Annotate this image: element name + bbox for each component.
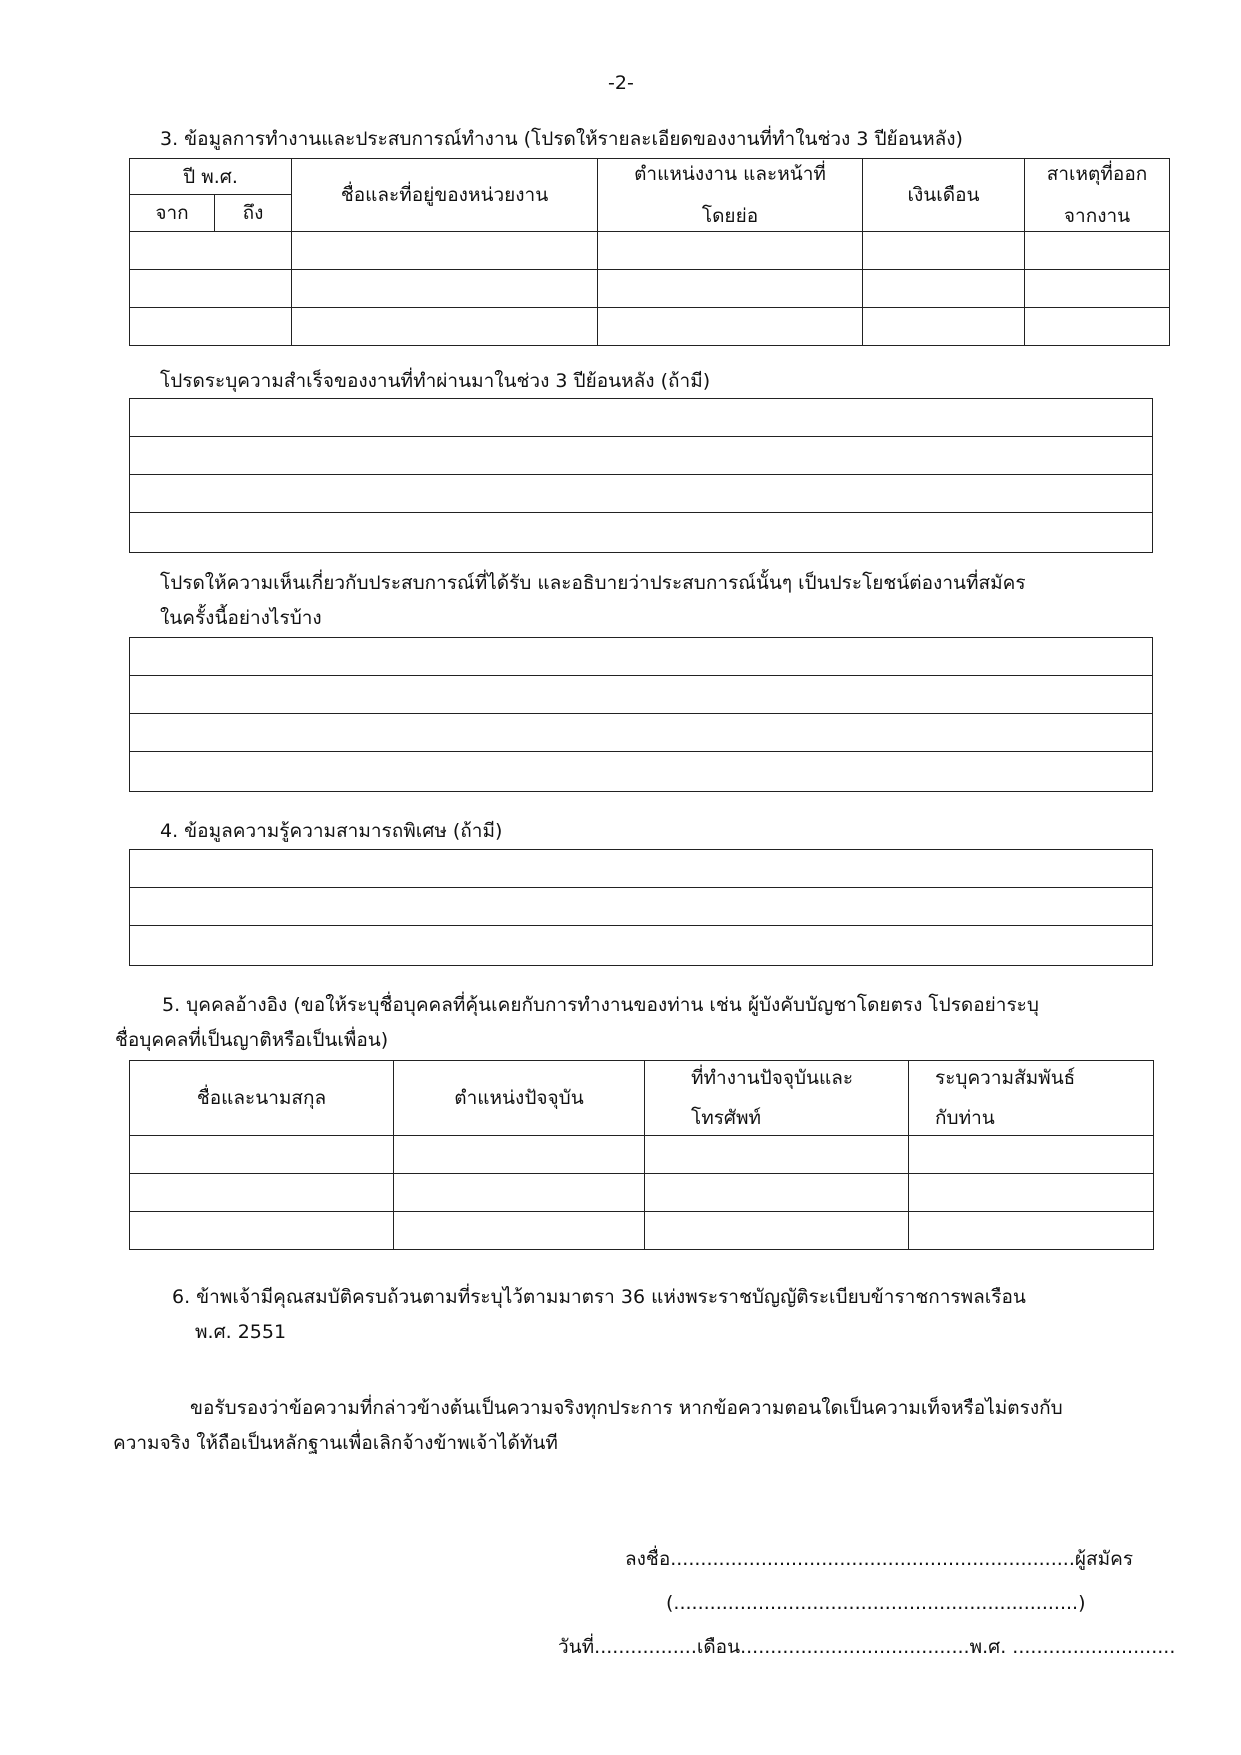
relation-header: ระบุความสัมพันธ์ กับท่าน	[909, 1061, 1154, 1136]
skills-box	[129, 849, 1153, 966]
achievement-line[interactable]	[130, 437, 1152, 475]
salary-cell[interactable]	[863, 232, 1025, 270]
achievement-line[interactable]	[130, 475, 1152, 513]
year-cell[interactable]	[130, 308, 292, 346]
ref-workplace-cell[interactable]	[645, 1136, 909, 1174]
ref-relation-cell[interactable]	[909, 1174, 1154, 1212]
ref-relation-cell[interactable]	[909, 1136, 1154, 1174]
year-cell[interactable]	[130, 270, 292, 308]
achievement-line[interactable]	[130, 399, 1152, 437]
workplace-header: ที่ทำงานปัจจุบันและ โทรศัพท์	[645, 1061, 909, 1136]
to-header: ถึง	[215, 195, 292, 232]
achievement-box	[129, 398, 1153, 553]
reference-table	[129, 1060, 1154, 1250]
ref-name-cell[interactable]	[130, 1212, 394, 1250]
opinion-line[interactable]	[130, 752, 1152, 790]
year-cell[interactable]	[130, 232, 292, 270]
ref-name-cell[interactable]	[130, 1174, 394, 1212]
table-row	[130, 1136, 1154, 1174]
org-cell[interactable]	[292, 270, 598, 308]
position-cell[interactable]	[598, 270, 863, 308]
table-row	[130, 1174, 1154, 1212]
ref-position-cell[interactable]	[394, 1174, 645, 1212]
from-header: จาก	[130, 195, 215, 232]
section3-heading: 3. ข้อมูลการทำงานและประสบการณ์ทำงาน (โปรดให้รายละเอียดของงานที่ทำในช่วง 3 ปีย้อนหลัง)	[160, 128, 963, 150]
certification-line1: ขอรับรองว่าข้อความที่กล่าวข้างต้นเป็นความจริงทุกประการ หากข้อความตอนใดเป็นความเท็จหรือไม่ตรงกับ	[190, 1397, 1063, 1419]
page-number: -2-	[608, 72, 634, 94]
achievement-prompt: โปรดระบุความสำเร็จของงานที่ทำผ่านมาในช่วง 3 ปีย้อนหลัง (ถ้ามี)	[160, 370, 711, 392]
org-cell[interactable]	[292, 308, 598, 346]
salary-cell[interactable]	[863, 308, 1025, 346]
reason-header: สาเหตุที่ออก จากงาน	[1025, 159, 1170, 232]
achievement-line[interactable]	[130, 513, 1152, 551]
section5-heading-line1: 5. บุคคลอ้างอิง (ขอให้ระบุชื่อบุคคลที่คุ้นเคยกับการทำงานของท่าน เช่น ผู้บังคับบัญชาโดยตรง โปรดอย่าระบุ	[162, 994, 1039, 1016]
certification-line2: ความจริง ให้ถือเป็นหลักฐานเพื่อเลิกจ้างข้าพเจ้าได้ทันที	[113, 1432, 558, 1454]
position-header: ตำแหน่งงาน และหน้าที่ โดยย่อ	[598, 159, 863, 232]
ref-workplace-cell[interactable]	[645, 1174, 909, 1212]
position-cell[interactable]	[598, 308, 863, 346]
section4-heading: 4. ข้อมูลความรู้ความสามารถพิเศษ (ถ้ามี)	[160, 820, 503, 842]
ref-relation-cell[interactable]	[909, 1212, 1154, 1250]
opinion-box	[129, 637, 1153, 792]
ref-position-cell[interactable]	[394, 1136, 645, 1174]
ref-name-cell[interactable]	[130, 1136, 394, 1174]
table-row	[130, 270, 1170, 308]
signature-line[interactable]: ลงชื่อ...................................................................ผู้สมัคร	[625, 1548, 1134, 1570]
opinion-line[interactable]	[130, 676, 1152, 714]
opinion-prompt-line2: ในครั้งนี้อย่างไรบ้าง	[160, 607, 322, 629]
salary-cell[interactable]	[863, 270, 1025, 308]
table-row	[130, 1212, 1154, 1250]
ref-position-cell[interactable]	[394, 1212, 645, 1250]
table-row	[130, 308, 1170, 346]
name-header: ชื่อและนามสกุล	[130, 1061, 394, 1136]
year-header: ปี พ.ศ.	[130, 159, 292, 195]
skills-line[interactable]	[130, 850, 1152, 888]
reason-cell[interactable]	[1025, 308, 1170, 346]
skills-line[interactable]	[130, 888, 1152, 926]
reason-cell[interactable]	[1025, 232, 1170, 270]
date-line[interactable]: วันที่.................เดือน......................................พ.ศ. ...........................	[558, 1636, 1176, 1658]
salary-header: เงินเดือน	[863, 159, 1025, 232]
org-cell[interactable]	[292, 232, 598, 270]
section6-line1: 6. ข้าพเจ้ามีคุณสมบัติครบถ้วนตามที่ระบุไว้ตามมาตรา 36 แห่งพระราชบัญญัติระเบียบข้าราชการพลเรือน	[172, 1286, 1026, 1308]
section6-line2: พ.ศ. 2551	[195, 1321, 287, 1343]
opinion-line[interactable]	[130, 638, 1152, 676]
position-cell[interactable]	[598, 232, 863, 270]
section5-heading-line2: ชื่อบุคคลที่เป็นญาติหรือเป็นเพื่อน)	[115, 1029, 389, 1051]
reason-cell[interactable]	[1025, 270, 1170, 308]
ref-workplace-cell[interactable]	[645, 1212, 909, 1250]
skills-line[interactable]	[130, 926, 1152, 964]
table-row	[130, 232, 1170, 270]
current-position-header: ตำแหน่งปัจจุบัน	[394, 1061, 645, 1136]
signature-name-line[interactable]: (...................................................................)	[666, 1592, 1086, 1614]
org-header: ชื่อและที่อยู่ของหน่วยงาน	[292, 159, 598, 232]
work-history-table	[129, 158, 1170, 346]
opinion-line[interactable]	[130, 714, 1152, 752]
opinion-prompt-line1: โปรดให้ความเห็นเกี่ยวกับประสบการณ์ที่ได้รับ และอธิบายว่าประสบการณ์นั้นๆ เป็นประโยชน์ต่องานที่สมัคร	[160, 572, 1026, 594]
